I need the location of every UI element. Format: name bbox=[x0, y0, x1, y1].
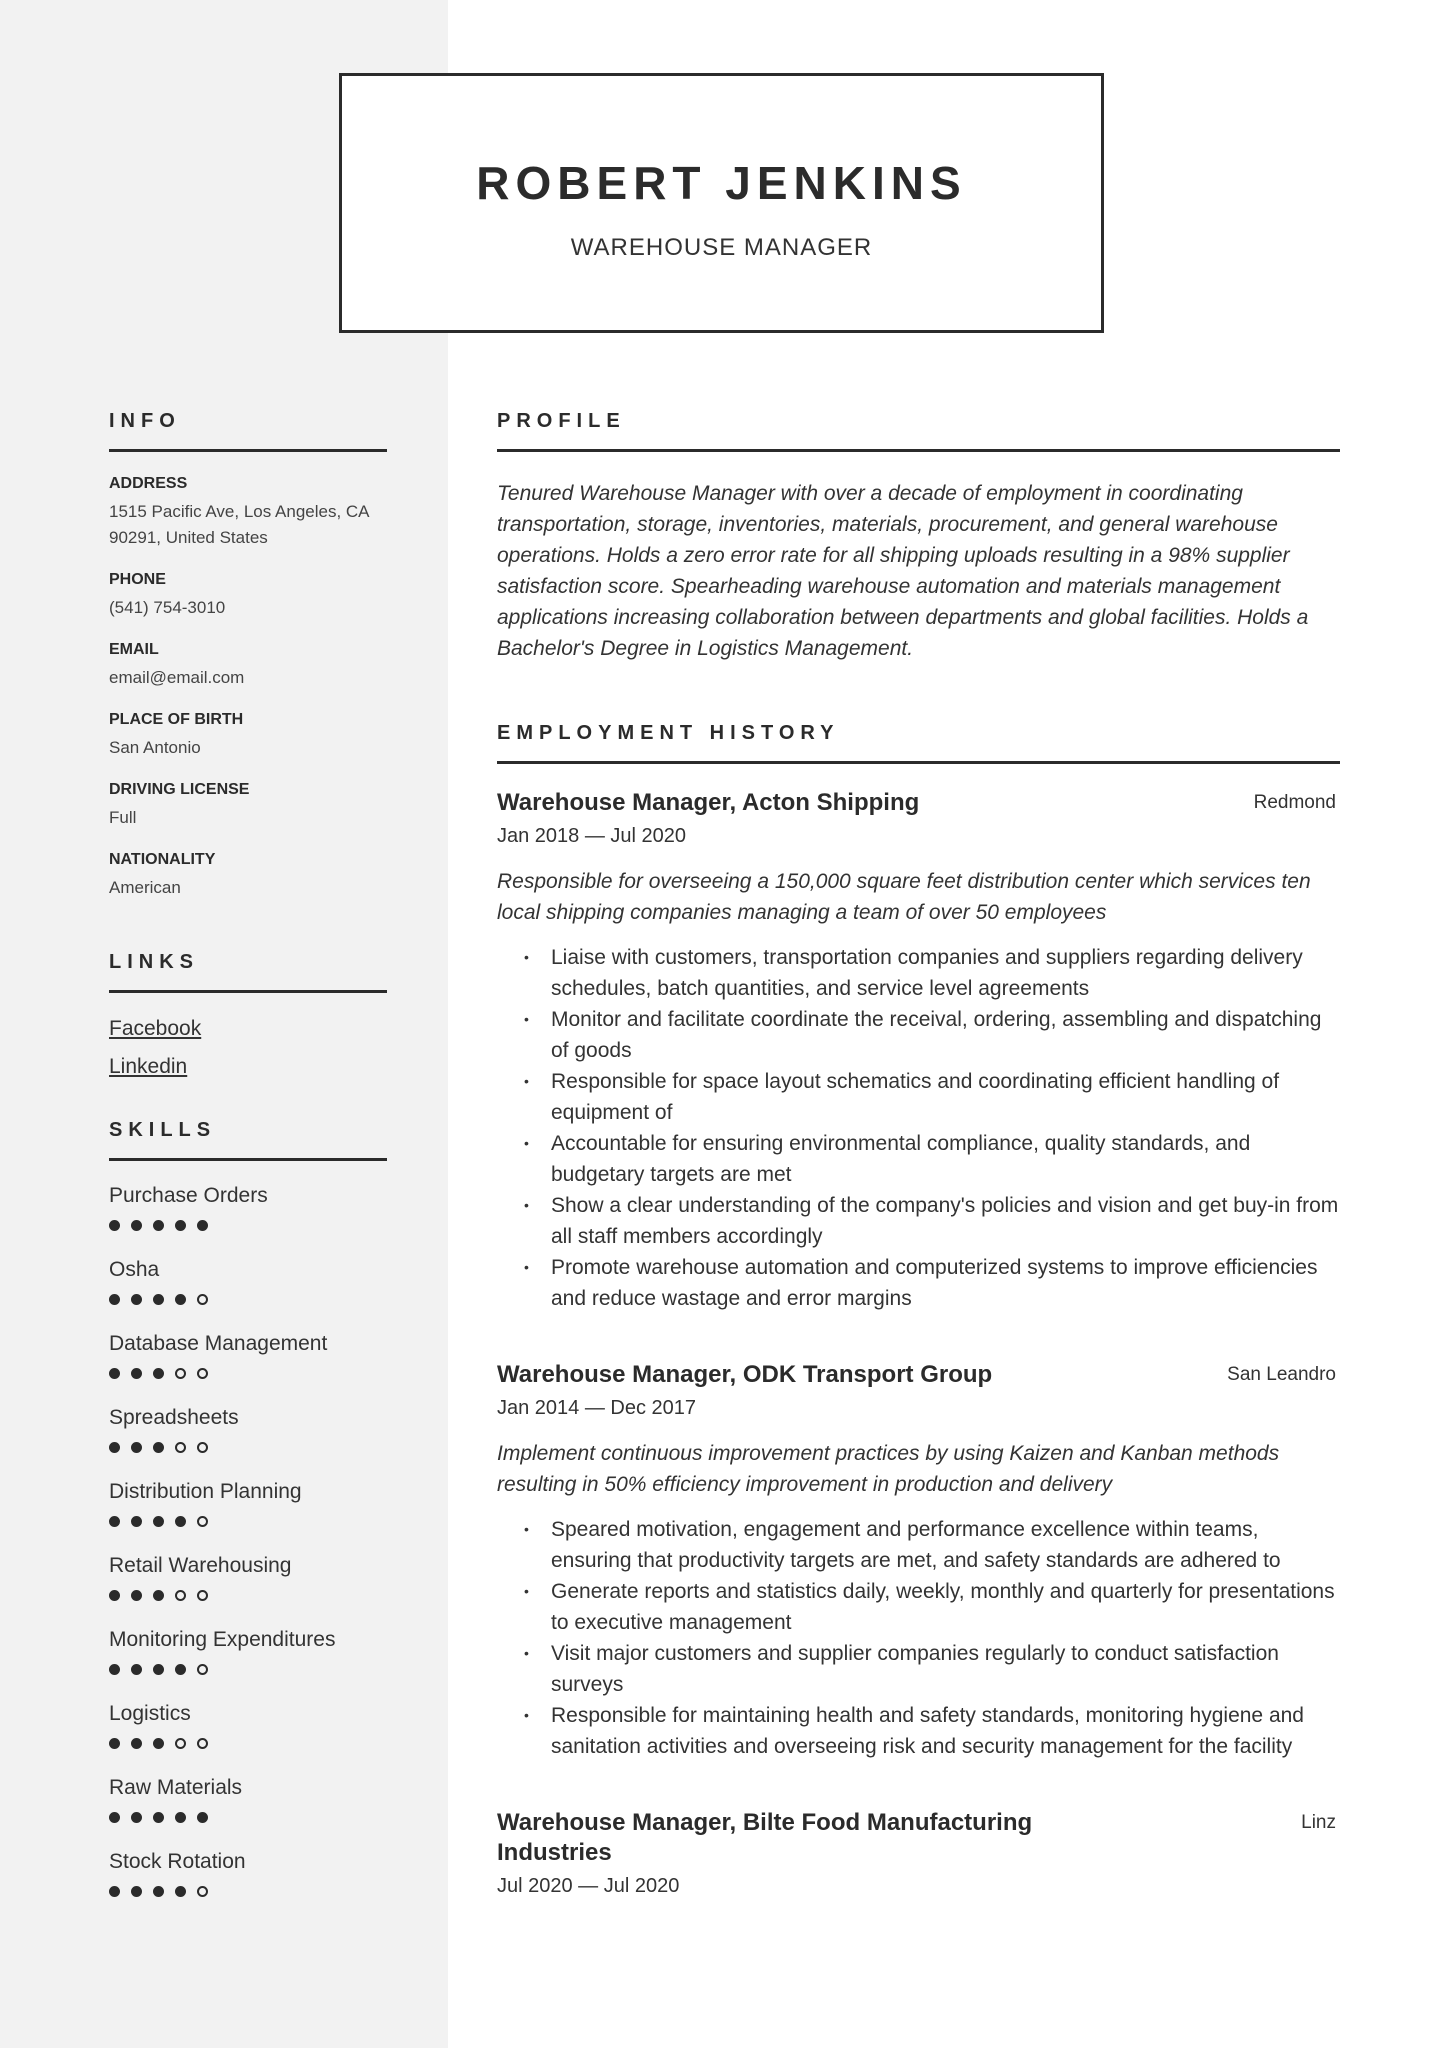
info-item bbox=[109, 781, 387, 831]
header-box bbox=[339, 73, 1104, 333]
job-bullet: • Generate reports and statistics daily, weekly, monthly and quarterly for presentations to executive management bbox=[524, 1576, 1340, 1638]
filled-dot-icon bbox=[109, 1812, 120, 1823]
job-location: San Leandro bbox=[1227, 1364, 1336, 1385]
skill-rating bbox=[109, 1217, 387, 1233]
links-section-title: LINKS bbox=[109, 951, 387, 993]
empty-dot-icon bbox=[197, 1442, 208, 1453]
job-location: Redmond bbox=[1253, 792, 1336, 813]
filled-dot-icon bbox=[109, 1516, 120, 1527]
skill-rating bbox=[109, 1587, 387, 1603]
filled-dot-icon bbox=[131, 1664, 142, 1675]
filled-dot-icon bbox=[175, 1294, 186, 1305]
filled-dot-icon bbox=[153, 1220, 164, 1231]
job-bullet: • Responsible for space layout schematics and coordinating efficient handling of equipment of bbox=[524, 1066, 1340, 1128]
empty-dot-icon bbox=[197, 1886, 208, 1897]
empty-dot-icon bbox=[197, 1590, 208, 1601]
job-bullet: • Accountable for ensuring environmental compliance, quality standards, and budgetary targets are met bbox=[524, 1128, 1340, 1190]
job-entry bbox=[497, 788, 1340, 1314]
info-label: PLACE OF BIRTH bbox=[109, 711, 244, 728]
empty-dot-icon bbox=[197, 1516, 208, 1527]
skill-name: Stock Rotation bbox=[109, 1850, 246, 1873]
job-bullet-list bbox=[497, 1514, 1340, 1762]
empty-dot-icon bbox=[197, 1664, 208, 1675]
job-dates: Jul 2020 — Jul 2020 bbox=[497, 1875, 680, 1897]
main-content bbox=[497, 410, 1340, 1946]
job-bullet: • Responsible for maintaining health and safety standards, monitoring hygiene and sanitation activities and overseeing risk and security management for the facility bbox=[524, 1700, 1340, 1762]
job-title: Warehouse Manager, Acton Shipping bbox=[497, 789, 920, 816]
filled-dot-icon bbox=[131, 1220, 142, 1231]
profile-section-title: PROFILE bbox=[497, 410, 1340, 452]
job-role: WAREHOUSE MANAGER bbox=[570, 234, 873, 261]
info-label: EMAIL bbox=[109, 641, 159, 658]
sidebar bbox=[109, 410, 387, 1923]
filled-dot-icon bbox=[109, 1738, 120, 1749]
skill-item bbox=[109, 1183, 387, 1257]
job-dates: Jan 2018 — Jul 2020 bbox=[497, 825, 687, 847]
skill-name: Purchase Orders bbox=[109, 1184, 268, 1207]
filled-dot-icon bbox=[153, 1294, 164, 1305]
job-header bbox=[497, 1808, 1340, 1868]
info-value: Full bbox=[109, 808, 137, 827]
info-item bbox=[109, 475, 387, 551]
job-bullet: • Show a clear understanding of the company's policies and vision and get buy-in from all staff members accordingly bbox=[524, 1190, 1340, 1252]
info-value: 1515 Pacific Ave, Los Angeles, CA 90291, United States bbox=[109, 502, 369, 547]
skill-item bbox=[109, 1849, 387, 1923]
info-item bbox=[109, 641, 387, 691]
skill-item bbox=[109, 1257, 387, 1331]
filled-dot-icon bbox=[131, 1812, 142, 1823]
empty-dot-icon bbox=[175, 1442, 186, 1453]
skill-rating bbox=[109, 1809, 387, 1825]
skill-item bbox=[109, 1553, 387, 1627]
info-value: American bbox=[109, 878, 181, 897]
filled-dot-icon bbox=[153, 1886, 164, 1897]
filled-dot-icon bbox=[109, 1442, 120, 1453]
filled-dot-icon bbox=[175, 1664, 186, 1675]
filled-dot-icon bbox=[153, 1590, 164, 1601]
empty-dot-icon bbox=[175, 1368, 186, 1379]
skill-rating bbox=[109, 1735, 387, 1751]
info-item bbox=[109, 851, 387, 901]
skill-item bbox=[109, 1331, 387, 1405]
filled-dot-icon bbox=[131, 1442, 142, 1453]
filled-dot-icon bbox=[131, 1516, 142, 1527]
skill-name: Monitoring Expenditures bbox=[109, 1628, 336, 1651]
job-location: Linz bbox=[1301, 1812, 1336, 1833]
job-description: Responsible for overseeing a 150,000 square feet distribution center which services ten local shipping companies managing a team of over 50 employees bbox=[497, 870, 1311, 924]
empty-dot-icon bbox=[197, 1368, 208, 1379]
filled-dot-icon bbox=[109, 1220, 120, 1231]
skill-name: Raw Materials bbox=[109, 1776, 243, 1799]
full-name: ROBERT JENKINS bbox=[476, 157, 967, 209]
skill-rating bbox=[109, 1365, 387, 1381]
filled-dot-icon bbox=[197, 1812, 208, 1823]
skill-item bbox=[109, 1701, 387, 1775]
skill-name: Retail Warehousing bbox=[109, 1554, 292, 1577]
skill-item bbox=[109, 1405, 387, 1479]
filled-dot-icon bbox=[109, 1294, 120, 1305]
jobs-list bbox=[497, 788, 1340, 1900]
filled-dot-icon bbox=[109, 1664, 120, 1675]
empty-dot-icon bbox=[197, 1738, 208, 1749]
filled-dot-icon bbox=[153, 1516, 164, 1527]
job-entry bbox=[497, 1360, 1340, 1762]
info-label: PHONE bbox=[109, 571, 166, 588]
filled-dot-icon bbox=[175, 1812, 186, 1823]
skill-name: Database Management bbox=[109, 1332, 328, 1355]
profile-text: Tenured Warehouse Manager with over a decade of employment in coordinating transportation, storage, inventories, materials, procurement, and general warehouse operations. Holds a zero error rate for all shipping uploads resulting in a 98% supplier satisfaction score. Spearheading warehouse automation and materials management applications increasing collaboration between departments and global facilities. Holds a Bachelor's Degree in Logistics Management. bbox=[497, 482, 1309, 660]
job-header bbox=[497, 788, 1340, 818]
skill-name: Distribution Planning bbox=[109, 1480, 302, 1503]
job-header bbox=[497, 1360, 1340, 1390]
filled-dot-icon bbox=[153, 1812, 164, 1823]
employment-section-title: EMPLOYMENT HISTORY bbox=[497, 722, 1340, 764]
filled-dot-icon bbox=[109, 1368, 120, 1379]
skill-rating bbox=[109, 1291, 387, 1307]
info-label: ADDRESS bbox=[109, 475, 188, 492]
empty-dot-icon bbox=[175, 1590, 186, 1601]
filled-dot-icon bbox=[109, 1886, 120, 1897]
filled-dot-icon bbox=[131, 1738, 142, 1749]
filled-dot-icon bbox=[175, 1220, 186, 1231]
job-bullet: • Visit major customers and supplier companies regularly to conduct satisfaction surveys bbox=[524, 1638, 1340, 1700]
skill-item bbox=[109, 1775, 387, 1849]
job-dates: Jan 2014 — Dec 2017 bbox=[497, 1397, 697, 1419]
job-bullet-list bbox=[497, 942, 1340, 1314]
job-bullet: • Promote warehouse automation and computerized systems to improve efficiencies and reduce wastage and error margins bbox=[524, 1252, 1340, 1314]
info-value: email@email.com bbox=[109, 668, 245, 687]
info-value: San Antonio bbox=[109, 738, 201, 757]
linkedin-link[interactable]: Linkedin bbox=[109, 1055, 188, 1078]
filled-dot-icon bbox=[153, 1738, 164, 1749]
job-bullet: • Monitor and facilitate coordinate the receival, ordering, assembling and dispatching of goods bbox=[524, 1004, 1340, 1066]
job-entry bbox=[497, 1808, 1340, 1900]
info-value: (541) 754-3010 bbox=[109, 598, 226, 617]
skills-list bbox=[109, 1183, 387, 1923]
skill-name: Spreadsheets bbox=[109, 1406, 239, 1429]
info-section-title: INFO bbox=[109, 410, 387, 452]
filled-dot-icon bbox=[131, 1886, 142, 1897]
skill-rating bbox=[109, 1661, 387, 1677]
filled-dot-icon bbox=[131, 1368, 142, 1379]
facebook-link[interactable]: Facebook bbox=[109, 1017, 202, 1040]
job-bullet: • Liaise with customers, transportation companies and suppliers regarding delivery schedules, batch quantities, and service level agreements bbox=[524, 942, 1340, 1004]
filled-dot-icon bbox=[153, 1442, 164, 1453]
filled-dot-icon bbox=[131, 1294, 142, 1305]
filled-dot-icon bbox=[109, 1590, 120, 1601]
skill-rating bbox=[109, 1439, 387, 1455]
job-description: Implement continuous improvement practices by using Kaizen and Kanban methods resulting in 50% efficiency improvement in production and delivery bbox=[497, 1442, 1280, 1496]
empty-dot-icon bbox=[175, 1738, 186, 1749]
skill-name: Osha bbox=[109, 1258, 160, 1281]
skills-section-title: SKILLS bbox=[109, 1119, 387, 1161]
skill-rating bbox=[109, 1513, 387, 1529]
filled-dot-icon bbox=[153, 1664, 164, 1675]
skill-item bbox=[109, 1479, 387, 1553]
filled-dot-icon bbox=[175, 1516, 186, 1527]
filled-dot-icon bbox=[131, 1590, 142, 1601]
job-title: Warehouse Manager, Bilte Food Manufacturing Industries bbox=[497, 1809, 1033, 1866]
info-item bbox=[109, 571, 387, 621]
filled-dot-icon bbox=[197, 1220, 208, 1231]
job-bullet: • Speared motivation, engagement and performance excellence within teams, ensuring that productivity targets are met, and safety standards are adhered to bbox=[524, 1514, 1340, 1576]
skill-name: Logistics bbox=[109, 1702, 191, 1725]
empty-dot-icon bbox=[197, 1294, 208, 1305]
job-title: Warehouse Manager, ODK Transport Group bbox=[497, 1361, 993, 1388]
info-item bbox=[109, 711, 387, 761]
info-label: NATIONALITY bbox=[109, 851, 216, 868]
skill-rating bbox=[109, 1883, 387, 1899]
skill-item bbox=[109, 1627, 387, 1701]
info-list bbox=[109, 475, 387, 901]
filled-dot-icon bbox=[153, 1368, 164, 1379]
info-label: DRIVING LICENSE bbox=[109, 781, 250, 798]
filled-dot-icon bbox=[175, 1886, 186, 1897]
